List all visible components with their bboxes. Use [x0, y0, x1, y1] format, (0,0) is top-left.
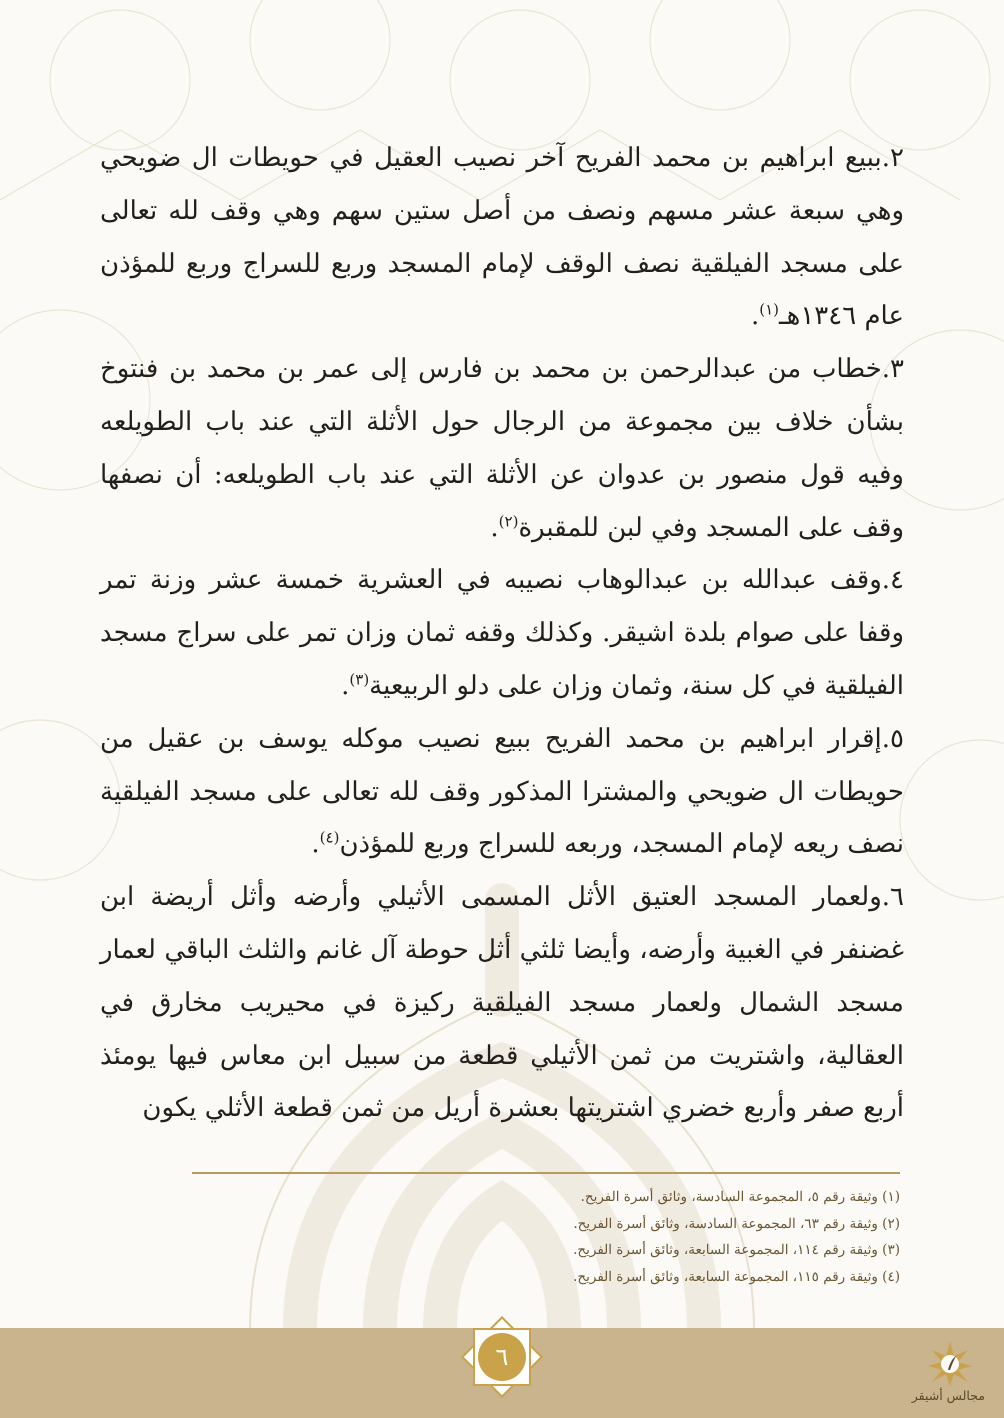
quill-star-icon: [926, 1340, 974, 1388]
footnote-ref[interactable]: (٢): [498, 511, 519, 530]
paragraph-3: [100, 343, 904, 554]
footnote-1: (١) وثيقة رقم ٥، المجموعة السادسة، وثائق أسرة الفريح.: [580, 1189, 900, 1205]
logo: [911, 1340, 985, 1412]
logo-text: مجالس أشيقر: [911, 1388, 985, 1403]
paragraph-4: [100, 554, 904, 712]
footnote-3: (٣) وثيقة رقم ١١٤، المجموعة السابعة، وثائق أسرة الفريح.: [573, 1242, 900, 1258]
footnote-ref[interactable]: (٣): [349, 670, 370, 689]
footnote-divider: [192, 1172, 900, 1174]
footnote-ref[interactable]: (١): [759, 300, 779, 319]
paragraph-text: ٦.ولعمار المسجد العتيق الأثل المسمى الأثيلي وأرضه وأثل أريضة ابن غضنفر في الغبية وأرضه، وأيضا ثلثي أثل حوطة آل غانم والثلث الباقي لعمار مسجد الشمال ولعمار مسجد الفيلقية ركيزة في محيريب مخارق في العقالية، واشتريت من ثمن الأثيلي قطعة من سبيل ابن معاس فيها يومئذ أربع صفر وأربع خضري اشتريتها بعشرة أريل من ثمن قطعة الأثلي يكون: [100, 882, 904, 1124]
footnote-2: (٢) وثيقة رقم ٦٣، المجموعة السادسة، وثائق أسرة الفريح.: [573, 1215, 900, 1232]
paragraph-5: [100, 713, 904, 871]
paragraph-end: .: [311, 829, 320, 860]
footnote-ref[interactable]: (٤): [319, 828, 340, 847]
paragraph-text: ٣.خطاب من عبدالرحمن بن محمد بن فارس إلى عمر بن محمد بن فنتوخ بشأن خلاف بين مجموعة من الرجال حول الأثلة التي عند باب الطويلعه وفيه قول منصور بن عدوان عن الأثلة التي عند باب الطويلعه: أن نصفها وقف على المسجد وفي لبن للمقبرة: [100, 354, 904, 543]
footnote-4: (٤) وثيقة رقم ١١٥، المجموعة السابعة، وثائق أسرة الفريح.: [573, 1268, 900, 1285]
paragraph-6: [100, 871, 904, 1135]
paragraph-text: ٥.إقرار ابراهيم بن محمد الفريح ببيع نصيب موكله يوسف بن عقيل من حويطات ال ضويحي والمشترا المذكور وقف لله تعالى على مسجد الفيلقية نصف ريعه لإمام المسجد، وربعه للسراج وربع للمؤذن: [100, 723, 904, 860]
paragraph-2: [100, 132, 904, 343]
paragraph-text: ٤.وقف عبدالله بن عبدالوهاب نصيبه في العشرية خمسة عشر وزنة تمر وقفا على صوام بلدة اشيقر. وكذلك وقفه ثمان وزان تمر على سراج مسجد الفيلقية في كل سنة، وثمان وزان على دلو الربيعية: [100, 565, 904, 701]
page-number-badge: [459, 1314, 545, 1400]
paragraph-end: .: [341, 670, 350, 701]
paragraph-end: .: [750, 301, 760, 332]
paragraph-text: ٢.ببيع ابراهيم بن محمد الفريح آخر نصيب العقيل في حويطات ال ضويحي وهي سبعة عشر مسهم ونصف من أصل ستين سهم وهي وقف لله تعالى على مسجد الفيلقية نصف الوقف لإمام المسجد وربع للسراج وربع للمؤذن عام ١٣٤٦هـ: [100, 143, 904, 332]
main-text: [100, 132, 904, 1135]
footnotes: [192, 1184, 900, 1290]
paragraph-end: .: [490, 512, 499, 543]
page-number: ٦: [495, 1343, 509, 1371]
